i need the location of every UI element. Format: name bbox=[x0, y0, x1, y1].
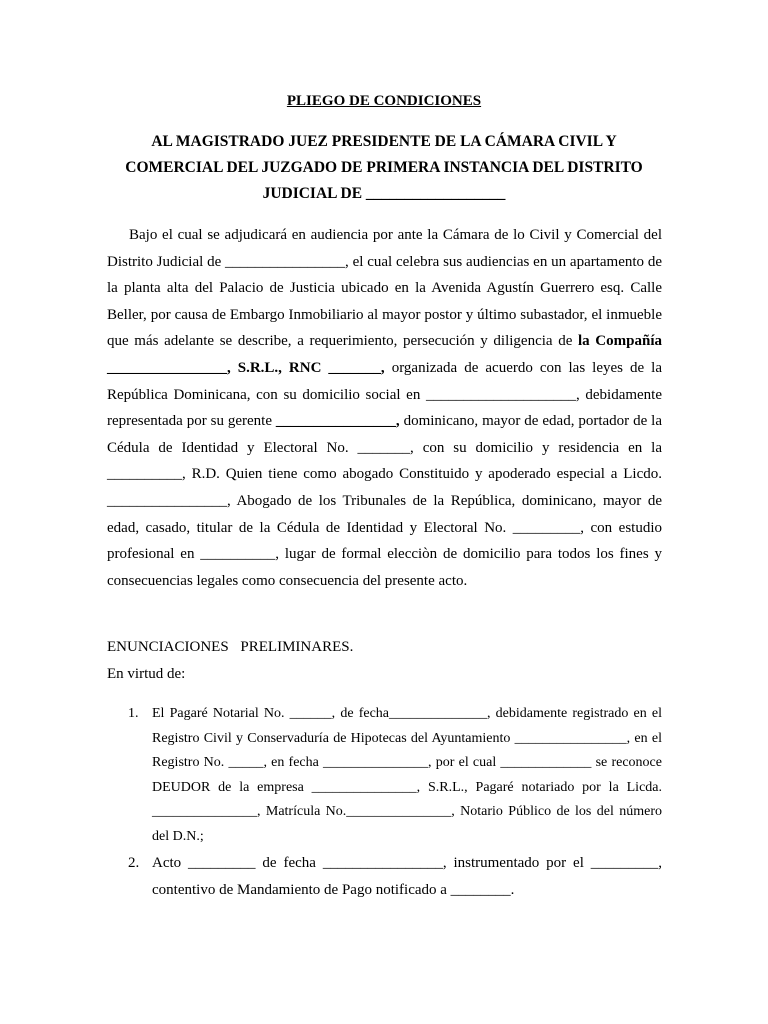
section-heading: ENUNCIACIONES PRELIMINARES. bbox=[107, 639, 354, 655]
addressee-heading bbox=[118, 129, 650, 207]
intro-text: En virtud de: bbox=[107, 666, 186, 682]
list-item bbox=[107, 850, 662, 903]
company-name-bold: la Compañía ________________, S.R.L., RNC _______, bbox=[107, 333, 662, 376]
body-paragraph bbox=[107, 222, 662, 594]
heading-line: JUDICIAL DE __________________ bbox=[262, 185, 506, 202]
list-number: 1. bbox=[128, 706, 139, 721]
body-text: Bajo el cual se adjudicará en audiencia por ante la Cámara de lo Civil y Comercial del Distrito Judicial de ________________, el cual celebra sus audiencias en un apartamento de la planta alta del Palacio de Justicia ubicado en la Avenida Agustín Guerrero esq. Calle Beller, por causa de Embargo Inmobiliario al mayor postor y último subastador, el inmueble que más adelante se describe, a requerimiento, persecución y diligencia de bbox=[107, 227, 662, 350]
list-item-text: El Pagaré Notarial No. ______, de fecha______________, debidamente registrado en el Registro Civil y Conservaduría de Hipotecas del Ayuntamiento ________________, en el Registro No. _____, en fecha _______________, por el cual _____________ se reconoce DEUDOR de la empresa _______________, S.R.L., Pagaré notariado por la Licda. _______________, Matrícula No._______________, Notario Público de los del número del D.N.; bbox=[152, 706, 662, 844]
list-number: 2. bbox=[128, 855, 140, 871]
heading-line: AL MAGISTRADO JUEZ PRESIDENTE DE LA CÁMARA CIVIL Y bbox=[151, 133, 617, 150]
document-title: PLIEGO DE CONDICIONES bbox=[286, 93, 482, 109]
list-item-text: Acto _________ de fecha ________________, instrumentado por el _________, contentivo de Mandamiento de Pago notificado a ________. bbox=[152, 855, 662, 898]
body-text: dominicano, mayor de edad, portador de la Cédula de Identidad y Electoral No. _______, con su domicilio y residencia en la __________, R.D. Quien tiene como abogado Constituido y apoderado especial a Licdo. ________________, Abogado de los Tribunales de la República, dominicano, mayor de edad, casado, titular de la Cédula de Identidad y Electoral No. _________, con estudio profesional en __________, lugar de formal elecciòn de domicilio para todos los fines y consecuencias legales como consecuencia del presente acto. bbox=[107, 413, 662, 589]
numbered-list bbox=[107, 702, 662, 903]
heading-line: COMERCIAL DEL JUZGADO DE PRIMERA INSTANCIA DEL DISTRITO bbox=[125, 159, 643, 176]
body-text: organizada de acuerdo con las leyes de la República Dominicana, con su domicilio social en ____________________, debidamente representada por su gerente bbox=[107, 359, 662, 430]
list-item bbox=[107, 702, 662, 849]
manager-name-bold: ________________, bbox=[275, 413, 400, 430]
